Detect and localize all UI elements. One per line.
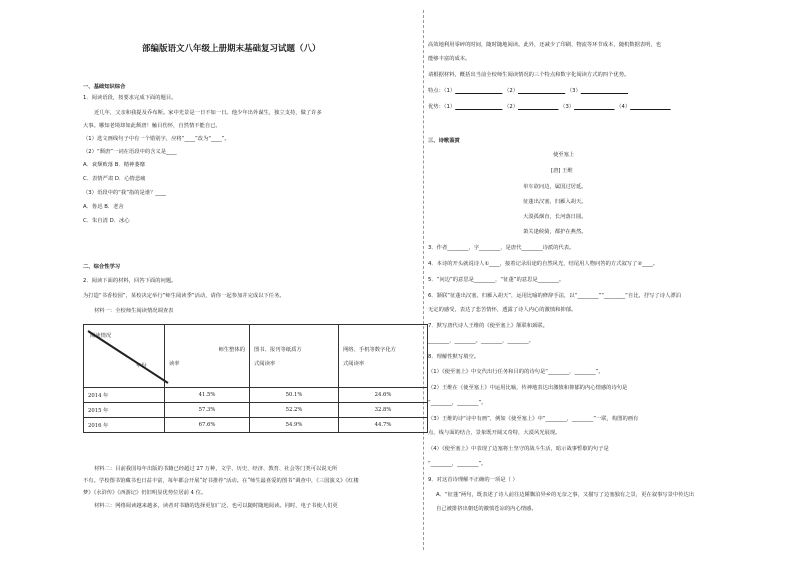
- row-year: 2015 年: [84, 403, 165, 418]
- table-corner-cell: [84, 325, 165, 388]
- material2-line-2: 不有。学校图书馆藏书也日益丰富，每年都会开展“好书推荐”活动。在“师生最喜爱的图书”调查中，《三国演义》《红楼: [83, 478, 359, 484]
- q7: 7．默写唐代诗人王维的《使至塞上》颔联和颈联。: [428, 323, 548, 329]
- table-col1-header: [165, 325, 250, 388]
- poem-line-1: 单车欲问边，属国过居延。: [523, 184, 587, 190]
- advantages-label: 优势：（1）: [428, 104, 456, 110]
- advantages-line: [428, 104, 671, 111]
- row-c3: 44.7%: [339, 418, 428, 433]
- q1-1: （1）选文画线句子中有一个错别字，应将“____”改为“____”。: [83, 136, 230, 142]
- q1-2: （2）“颓唐”一词在语段中的含义是____: [83, 149, 177, 155]
- feature-blank-3[interactable]: [581, 88, 628, 94]
- q2-prompt: 为打造“书香校园”，某校决定举行“师生阅读季”活动，请你一起参加并完成以下任务。: [83, 293, 285, 299]
- advantage-blank-1[interactable]: [455, 104, 502, 110]
- q9-option-a-line-2: 自己被排挤出朝廷的激愤苍凉的内心情感。: [436, 506, 537, 512]
- q8: 8．理解性默写填空。: [428, 354, 480, 360]
- passage-line-2: [83, 123, 221, 130]
- q8-3-line-2: 点、线与面的结合，景象既开阔又奇特，大漠风光展现。: [428, 430, 561, 436]
- q8-4-blanks[interactable]: “________，________”。: [428, 461, 487, 467]
- col3-header-line2: 式阅读率: [343, 361, 365, 367]
- q8-2: （2）王维在《使至塞上》中运用比喻，传神地表达出激愤和抑郁的内心情感的诗句是: [428, 385, 628, 391]
- q1-3: （3）语段中的“我”指的是谁？____: [83, 190, 167, 196]
- advantage-blank-4[interactable]: [630, 104, 670, 110]
- q5: 5．“问边”的意思是________，“征蓬”的意思是________。: [428, 277, 565, 283]
- table-col3-header: [339, 325, 428, 388]
- q1-2-options-ab: A．衰颓败落 B．精神萎靡: [83, 162, 145, 168]
- q8-3-line-1: （3）王维的诗“诗中有画”，例如《使至塞上》中“________，________”一联，构图的画有: [428, 416, 639, 422]
- section3-heading: 三、诗歌鉴赏: [428, 138, 460, 144]
- row-year: 2014 年: [84, 388, 165, 403]
- features-line: [428, 88, 628, 95]
- table-row: [84, 403, 428, 418]
- advantage-3-label: （3）: [560, 104, 575, 110]
- q7-blanks[interactable]: ________，________。________，________。: [428, 338, 534, 344]
- q8-2-blanks[interactable]: “________，________”。: [428, 400, 487, 406]
- advantage-2-label: （2）: [504, 104, 519, 110]
- feature-3-label: （3）: [566, 88, 581, 94]
- header-reading: 阅读情况: [90, 333, 112, 339]
- passage-line-2-text: 大事。哪知老境却如此颓唐！触目伤怀，自然情不能自已。: [83, 123, 221, 129]
- column-divider: [423, 10, 424, 550]
- q3: 3．作者________，字________，是唐代________诗派的代表。: [428, 245, 575, 251]
- material3-line-1: 材料三：网络阅读越来越多，读者对书籍的选择更加广泛，也可以随时随地阅读。同时，电子书使人们更: [94, 503, 338, 509]
- material2-line-1: 材料二：目前我国每年出版的书籍已经超过 27 万种，文学、历史、经济、教育、社会等门类可以说无所: [94, 466, 338, 472]
- row-c2: 52.2%: [250, 403, 339, 418]
- table-col2-header: [250, 325, 339, 388]
- material1-title: 材料一：全校师生阅读情况调查表: [94, 308, 174, 314]
- col2-header-line1: 图书、报刊等纸质方: [254, 347, 302, 353]
- feature-blank-1[interactable]: [455, 88, 502, 94]
- col2-header-line2: 式阅读率: [254, 361, 276, 367]
- row-c2: 50.1%: [250, 388, 339, 403]
- poem-line-4: 萧关逢候骑，都护在燕然。: [523, 229, 587, 235]
- poem-line-3: 大漠孤烟直，长河落日圆。: [523, 214, 587, 220]
- q2-task-prompt: 请根据材料，概括出当前全校师生阅读情况的三个特点和数字化阅读方式的四个优势。: [428, 72, 630, 78]
- poem-line-2: 征蓬出汉塞，归雁入胡天。: [523, 199, 587, 205]
- table-row: [84, 418, 428, 433]
- doc-title: 部编版语文八年级上册期末基础复习试题（八）: [142, 44, 321, 54]
- poem-author: [唐] 王维: [551, 168, 573, 174]
- q1-intro: 1．阅读语段，按要求完成下面的题目。: [83, 95, 177, 101]
- q9-option-a-line-1: A．“征蓬”两句，既表述了诗人前往边陲飘泊异乡的无奈之事，又描写了边塞独有之景，更在叙事写景中传达出: [436, 492, 695, 498]
- q8-1: （1）《使至塞上》中交代出行任务和目的的诗句是“________，________”。: [428, 369, 604, 375]
- material3-line-2: 高效地利用零碎的时间，随时随地阅读。此外，还减少了印刷、物流等环节成本，随机数据表明，也: [428, 42, 662, 48]
- header-year: 年份: [136, 363, 147, 369]
- section2-heading: 二、综合性学习: [83, 264, 121, 270]
- survey-table: [83, 324, 428, 433]
- row-c3: 24.6%: [339, 388, 428, 403]
- q2-intro: 2．阅读下面的材料，回答下面的问题。: [83, 278, 177, 284]
- feature-blank-2[interactable]: [518, 88, 565, 94]
- row-c3: 32.8%: [339, 403, 428, 418]
- passage-line-1: 近几年，父亲和我提及乔布斯。家中光景是一日不如一日。他少年出外谋生，独立支持，做了许多: [94, 110, 322, 116]
- table-row: [84, 388, 428, 403]
- col3-header-line1: 网络、手机等数字化方: [343, 347, 396, 353]
- q4: 4．本诗的开头就说诗人①____，接着记录沿途的自然风光，结尾用人物问答的方式叙写了②____。: [428, 261, 659, 267]
- col1-header-line1: 师生整体的: [218, 347, 245, 353]
- material2-line-3: 梦》《水浒传》《西游记》仍旧明显优势位居前 4 位。: [83, 490, 207, 496]
- col1-header-line2: 读率: [169, 361, 180, 367]
- q1-3-options-ab: A．鲁迅 B．老舍: [83, 204, 124, 210]
- advantage-blank-3[interactable]: [574, 104, 614, 110]
- row-c1: 41.5%: [165, 388, 250, 403]
- q1-2-options-cd: C．表情严肃 D．心情悲痛: [83, 176, 146, 182]
- section1-heading: 一、基础知识综合: [83, 84, 126, 90]
- q8-4: （4）《使至塞上》中表现了边塞将士坚守的战斗生活，暗示战事暂歇的句子是: [428, 446, 609, 452]
- advantage-blank-2[interactable]: [518, 104, 558, 110]
- feature-2-label: （2）: [504, 88, 519, 94]
- row-year: 2016 年: [84, 418, 165, 433]
- q1-3-options-cd: C．朱自清 D．冰心: [83, 218, 130, 224]
- q6-line-1: 6．颔联“征蓬出汉塞，归雁入胡天”，运用比喻的修辞手法，以“________”“________”自比，抒写了诗人漂泊: [428, 293, 681, 299]
- advantage-4-label: （4）: [616, 104, 631, 110]
- material3-line-3: 能够丰富的成本。: [428, 56, 471, 62]
- q6-line-2: 无定的感受，表达了悲苦情怀，透露了诗人内心的激愤和抑郁。: [428, 307, 577, 313]
- row-c1: 57.3%: [165, 403, 250, 418]
- row-c2: 54.9%: [250, 418, 339, 433]
- table-header-row: [84, 325, 428, 388]
- row-c1: 67.6%: [165, 418, 250, 433]
- poem-title: 使至塞上: [553, 152, 575, 158]
- q9: 9．对这首诗理解不正确的一项是（ ）: [428, 477, 518, 483]
- features-label: 特点：（1）: [428, 88, 456, 94]
